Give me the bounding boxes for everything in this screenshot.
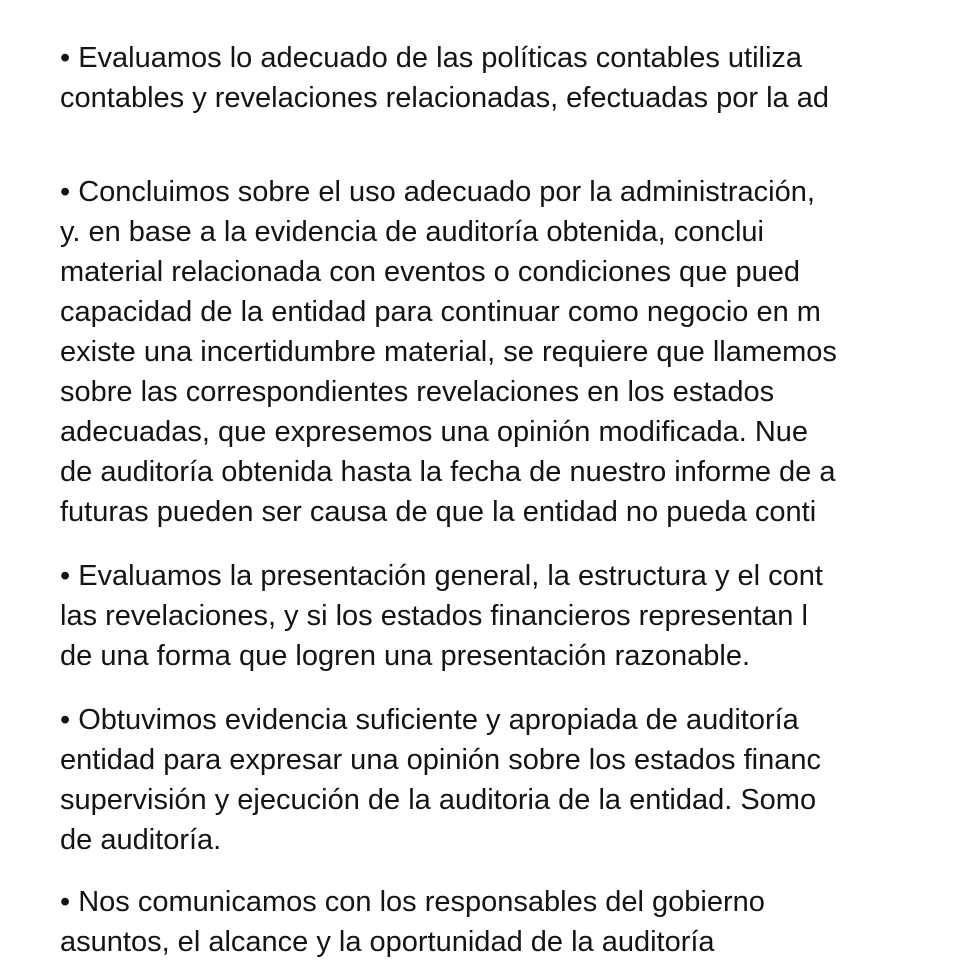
paragraph-2-line-1: • Concluimos sobre el uso adecuado por la administración, — [60, 176, 815, 208]
paragraph-2-line-8: de auditoría obtenida hasta la fecha de nuestro informe de a — [60, 456, 836, 488]
paragraph-5-line-1: • Nos comunicamos con los responsables del gobierno — [60, 886, 765, 918]
paragraph-4-line-1: • Obtuvimos evidencia suficiente y apropiada de auditoría — [60, 704, 799, 736]
paragraph-5-line-2: asuntos, el alcance y la oportunidad de la auditoría — [60, 926, 715, 958]
paragraph-2-line-9: futuras pueden ser causa de que la entidad no pueda conti — [60, 496, 817, 528]
paragraph-1-line-2: contables y revelaciones relacionadas, efectuadas por la ad — [60, 82, 829, 114]
paragraph-4-line-3: supervisión y ejecución de la auditoria de la entidad. Somo — [60, 784, 817, 816]
paragraph-2-line-7: adecuadas, que expresemos una opinión modificada. Nue — [60, 416, 809, 448]
paragraph-3-line-3: de una forma que logren una presentación razonable. — [60, 640, 751, 672]
paragraph-2-line-2: y. en base a la evidencia de auditoría obtenida, conclui — [60, 216, 765, 248]
paragraph-1-line-1: • Evaluamos lo adecuado de las políticas contables utiliza — [60, 42, 803, 74]
paragraph-2-line-4: capacidad de la entidad para continuar como negocio en m — [60, 296, 821, 328]
paragraph-2-line-3: material relacionada con eventos o condiciones que pued — [60, 256, 800, 288]
paragraph-4-line-4: de auditoría. — [60, 824, 222, 856]
paragraph-4-line-2: entidad para expresar una opinión sobre los estados financ — [60, 744, 821, 776]
paragraph-2-line-5: existe una incertidumbre material, se requiere que llamemos — [60, 336, 837, 368]
paragraph-3-line-1: • Evaluamos la presentación general, la estructura y el cont — [60, 560, 823, 592]
paragraph-3-line-2: las revelaciones, y si los estados financieros representan l — [60, 600, 808, 632]
paragraph-2-line-6: sobre las correspondientes revelaciones en los estados — [60, 376, 775, 408]
